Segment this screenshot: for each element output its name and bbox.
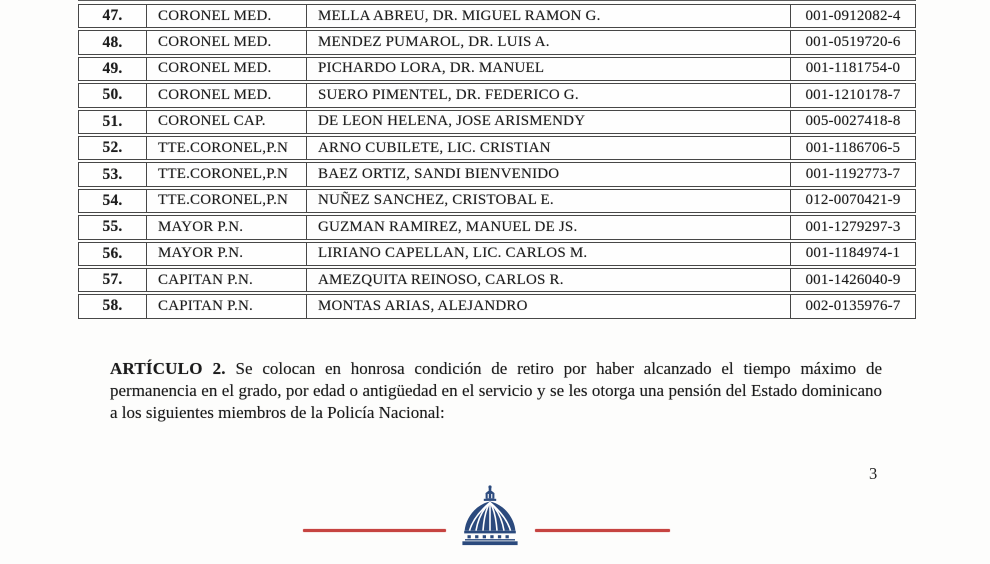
cedula-cell: 001-1184974-1 <box>790 243 915 265</box>
table-row <box>78 268 916 292</box>
row-number-cell: 51. <box>102 112 123 130</box>
cedula-cell: 001-1192773-7 <box>790 163 915 185</box>
article-2-paragraph <box>110 358 882 424</box>
rank-cell: CORONEL MED. <box>146 31 306 53</box>
rank-cell: CORONEL MED. <box>146 58 306 80</box>
cedula-cell: 001-1279297-3 <box>790 216 915 238</box>
table-row <box>78 110 916 134</box>
footer-rule-left <box>303 529 446 532</box>
table-row <box>78 162 916 186</box>
row-number-cell: 56. <box>102 244 123 262</box>
officers-retirement-table <box>78 4 916 321</box>
cedula-cell: 001-1426040-9 <box>790 269 915 291</box>
table-row <box>78 136 916 160</box>
row-number-cell: 50. <box>102 86 123 104</box>
name-cell: MENDEZ PUMAROL, DR. LUIS A. <box>306 31 790 53</box>
name-cell: MELLA ABREU, DR. MIGUEL RAMON G. <box>306 5 790 27</box>
name-cell: NUÑEZ SANCHEZ, CRISTOBAL E. <box>306 190 790 212</box>
cedula-cell: 001-0912082-4 <box>790 5 915 27</box>
table-row <box>78 189 916 213</box>
cedula-cell: 001-1186706-5 <box>790 137 915 159</box>
name-cell: BAEZ ORTIZ, SANDI BIENVENIDO <box>306 163 790 185</box>
page-number: 3 <box>869 464 878 483</box>
table-row <box>78 30 916 54</box>
name-cell: PICHARDO LORA, DR. MANUEL <box>306 58 790 80</box>
cedula-cell: 002-0135976-7 <box>790 295 915 317</box>
rank-cell: TTE.CORONEL,P.N <box>146 163 306 185</box>
row-number-cell: 48. <box>102 33 123 51</box>
table-row <box>78 242 916 266</box>
name-cell: ARNO CUBILETE, LIC. CRISTIAN <box>306 137 790 159</box>
rank-cell: MAYOR P.N. <box>146 243 306 265</box>
row-number-cell: 49. <box>102 59 123 77</box>
table-row <box>78 83 916 107</box>
table-row <box>78 215 916 239</box>
cedula-cell: 001-1210178-7 <box>790 84 915 106</box>
table-row <box>78 57 916 81</box>
table-row <box>78 294 916 318</box>
row-number-cell: 53. <box>102 165 123 183</box>
row-number-cell: 54. <box>102 191 123 209</box>
rank-cell: MAYOR P.N. <box>146 216 306 238</box>
row-number-cell: 55. <box>102 218 123 236</box>
row-number-cell: 52. <box>102 139 123 157</box>
row-number-cell: 47. <box>102 7 123 25</box>
cedula-cell: 001-0519720-6 <box>790 31 915 53</box>
rank-cell: TTE.CORONEL,P.N <box>146 137 306 159</box>
table-top-edge-line <box>78 0 916 1</box>
rank-cell: CAPITAN P.N. <box>146 269 306 291</box>
name-cell: LIRIANO CAPELLAN, LIC. CARLOS M. <box>306 243 790 265</box>
name-cell: MONTAS ARIAS, ALEJANDRO <box>306 295 790 317</box>
rank-cell: CORONEL MED. <box>146 84 306 106</box>
cedula-cell: 001-1181754-0 <box>790 58 915 80</box>
footer-rule-right <box>535 529 670 532</box>
rank-cell: CAPITAN P.N. <box>146 295 306 317</box>
article-2-label: ARTÍCULO 2. <box>110 359 226 378</box>
name-cell: GUZMAN RAMIREZ, MANUEL DE JS. <box>306 216 790 238</box>
national-palace-dome-icon <box>460 485 520 547</box>
cedula-cell: 005-0027418-8 <box>790 111 915 133</box>
rank-cell: CORONEL MED. <box>146 5 306 27</box>
article-2-text: Se colocan en honrosa condición de retiro por haber alcanzado el tiempo máximo de permanencia en el grado, por edad o antigüedad en el servicio y se les otorga una pensión del Estado dominicano a los siguientes miembros de la Policía Nacional: <box>110 359 882 422</box>
rank-cell: TTE.CORONEL,P.N <box>146 190 306 212</box>
row-number-cell: 58. <box>102 297 123 315</box>
row-number-cell: 57. <box>102 271 123 289</box>
cedula-cell: 012-0070421-9 <box>790 190 915 212</box>
name-cell: AMEZQUITA REINOSO, CARLOS R. <box>306 269 790 291</box>
name-cell: DE LEON HELENA, JOSE ARISMENDY <box>306 111 790 133</box>
table-row <box>78 4 916 28</box>
name-cell: SUERO PIMENTEL, DR. FEDERICO G. <box>306 84 790 106</box>
rank-cell: CORONEL CAP. <box>146 111 306 133</box>
